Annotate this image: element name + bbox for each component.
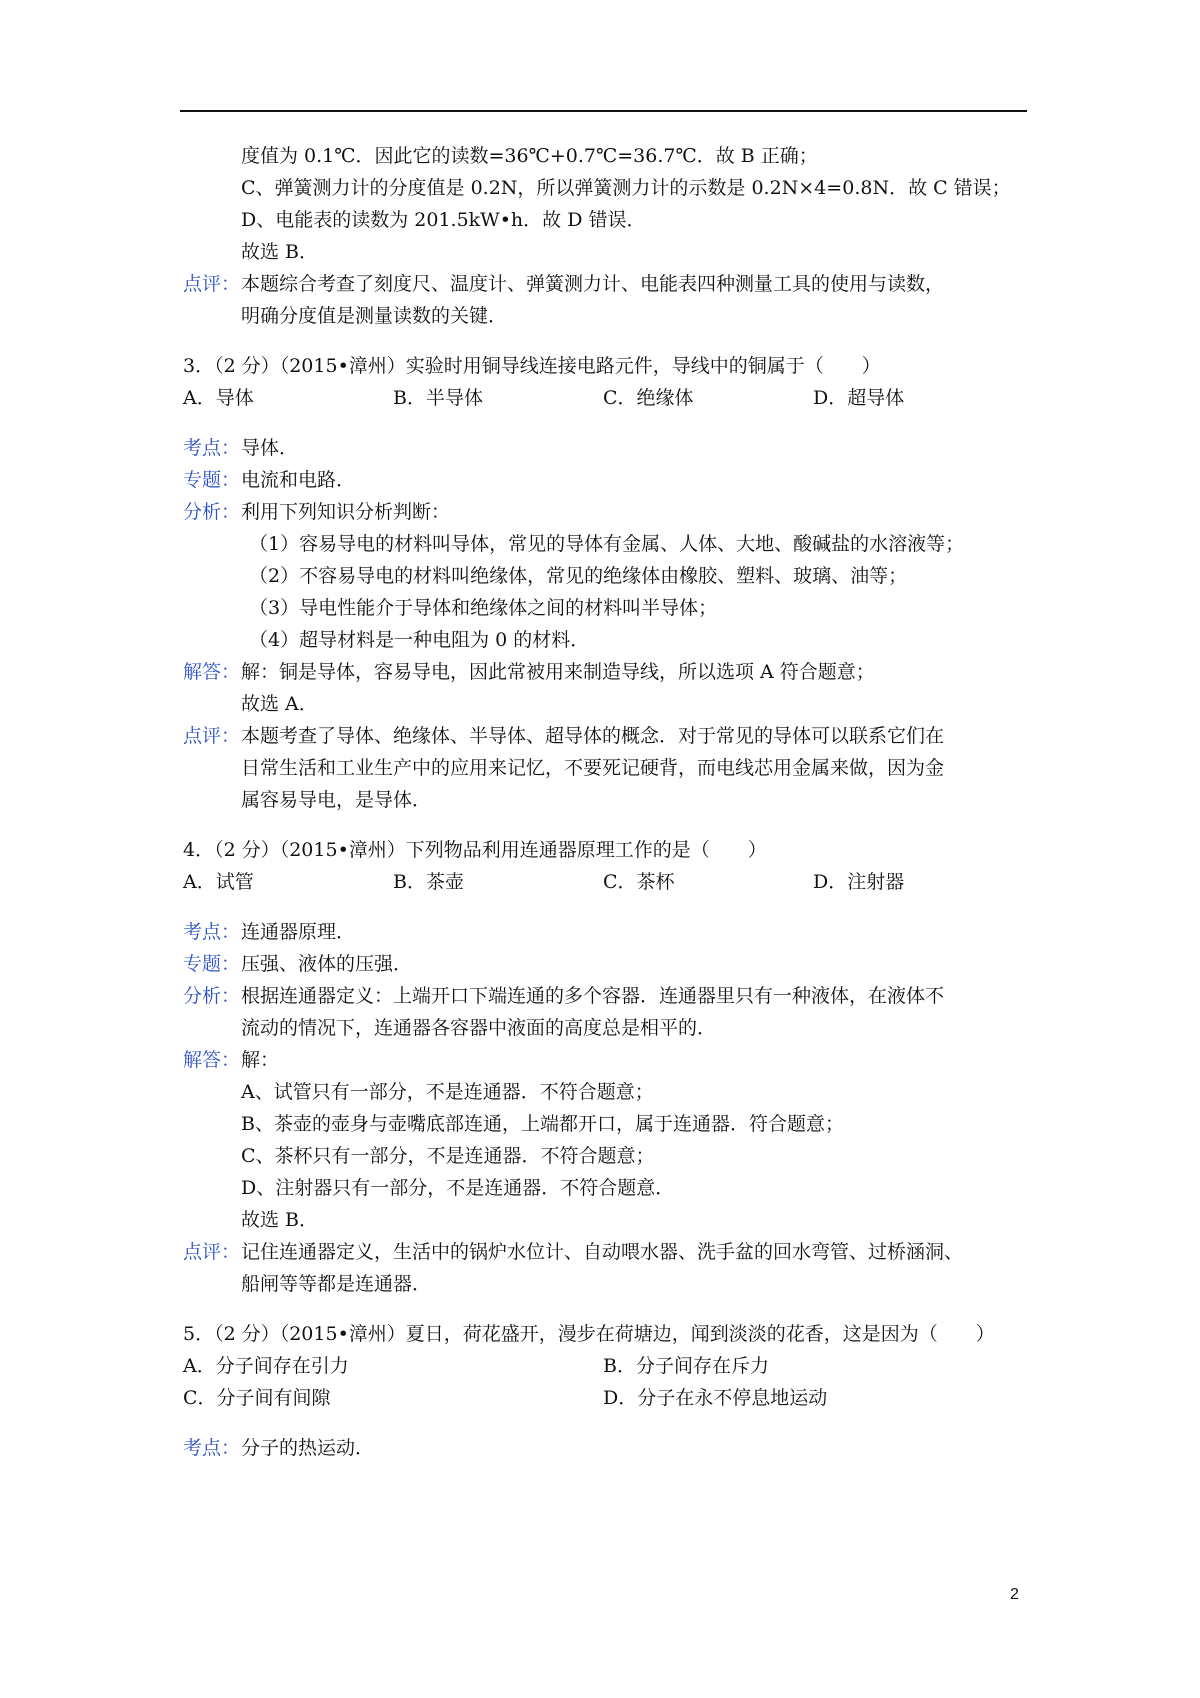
zhuanti-label: 专题： [183,469,241,491]
kaodian-text: 导体． [241,437,299,459]
option: B．茶壶 [393,871,464,893]
fenxi-block [183,980,1033,1044]
text-line: 本题综合考查了刻度尺、温度计、弹簧测力计、电能表四种测量工具的使用与读数， [241,273,945,295]
text-line: B、茶壶的壶身与壶嘴底部连通，上端都开口，属于连通器．符合题意； [241,1113,844,1135]
kaodian-label: 考点： [183,1437,241,1459]
text-line: C、茶杯只有一部分，不是连通器．不符合题意； [241,1145,655,1167]
page-content [183,140,1033,1464]
text-line: 属容易导电，是导体． [241,789,432,811]
fenxi-item: （2）不容易导电的材料叫绝缘体，常见的绝缘体由橡胶、塑料、玻璃、油等； [249,565,908,587]
option: C．分子间有间隙 [183,1387,331,1409]
question-5-options [183,1382,1033,1414]
text-line: 度值为 0.1℃．因此它的读数=36℃+0.7℃=36.7℃．故 B 正确； [241,145,818,167]
option: A．导体 [183,387,254,409]
kaodian-text: 分子的热运动． [241,1437,375,1459]
text-line: D、注射器只有一部分，不是连通器．不符合题意． [241,1177,675,1199]
question-4-options [183,866,1033,898]
option: B．半导体 [393,387,483,409]
text-line: 解：铜是导体，容易导电，因此常被用来制造导线，所以选项 A 符合题意； [241,661,875,683]
kaodian-text: 连通器原理． [241,921,356,943]
text-line: 记住连通器定义，生活中的锅炉水位计、自动喂水器、洗手盆的回水弯管、过桥涵洞、 [241,1241,964,1263]
header-rule [180,110,1027,112]
fenxi-row [183,496,1033,528]
comment-block [183,268,1033,332]
jieda-label: 解答： [183,661,241,683]
question-4-stem: 4．（2 分）（2015•漳州）下列物品利用连通器原理工作的是（ ） [183,839,767,861]
jieda-label: 解答： [183,1049,241,1071]
fenxi-text: 利用下列知识分析判断： [241,501,451,523]
zhuanti-label: 专题： [183,953,241,975]
comment-label: 点评： [183,273,241,295]
text-line: C、弹簧测力计的分度值是 0.2N，所以弹簧测力计的示数是 0.2N×4=0.8N．故 C 错误； [241,177,1011,199]
question-3-options [183,382,1033,414]
option: B．分子间存在斥力 [603,1355,769,1377]
fenxi-label: 分析： [183,501,241,523]
zhuanti-text: 压强、液体的压强． [241,953,413,975]
option: D．超导体 [813,387,905,409]
zhuanti-row [183,464,1033,496]
option: C．茶杯 [603,871,675,893]
option: D．分子在永不停息地运动 [603,1387,828,1409]
fenxi-item: （1）容易导电的材料叫导体，常见的导体有金属、人体、大地、酸碱盐的水溶液等； [249,533,965,555]
jieda-block [183,1044,1033,1236]
text-line: D、电能表的读数为 201.5kW•h．故 D 错误． [241,209,646,231]
kaodian-row [183,1432,1033,1464]
jieda-block [183,656,1033,720]
text-line: 船闸等等都是连通器． [241,1273,432,1295]
option: A．试管 [183,871,254,893]
kaodian-label: 考点： [183,921,241,943]
option: C．绝缘体 [603,387,694,409]
text-line: 解： [241,1049,280,1071]
text-line: 本题考查了导体、绝缘体、半导体、超导体的概念．对于常见的导体可以联系它们在 [241,725,945,747]
zhuanti-text: 电流和电路． [241,469,356,491]
option: A．分子间存在引力 [183,1355,349,1377]
text-line: 故选 B． [241,1209,319,1231]
fenxi-item: （4）超导材料是一种电阻为 0 的材料． [249,629,590,651]
zhuanti-row [183,948,1033,980]
kaodian-row [183,432,1033,464]
question-3-stem: 3．（2 分）（2015•漳州）实验时用铜导线连接电路元件，导线中的铜属于（ ） [183,355,881,377]
question-5-stem: 5．（2 分）（2015•漳州）夏日，荷花盛开，漫步在荷塘边，闻到淡淡的花香，这是因为（ ） [183,1323,995,1345]
dianping-label: 点评： [183,1241,241,1263]
text-line: 明确分度值是测量读数的关键． [241,305,508,327]
text-line: A、试管只有一部分，不是连通器．不符合题意； [241,1081,654,1103]
kaodian-row [183,916,1033,948]
fenxi-label: 分析： [183,985,241,1007]
text-line: 故选 A． [241,693,318,715]
kaodian-label: 考点： [183,437,241,459]
dianping-label: 点评： [183,725,241,747]
dianping-block [183,1236,1033,1300]
text-line: 根据连通器定义：上端开口下端连通的多个容器．连通器里只有一种液体，在液体不 [241,985,945,1007]
text-line: 流动的情况下，连通器各容器中液面的高度总是相平的． [241,1017,717,1039]
option: D．注射器 [813,871,905,893]
text-line: 故选 B． [241,241,319,263]
dianping-block [183,720,1033,816]
page-number: 2 [1010,1586,1019,1603]
text-line: 日常生活和工业生产中的应用来记忆，不要死记硬背，而电线芯用金属来做，因为金 [241,757,945,779]
question-5-options [183,1350,1033,1382]
fenxi-item: （3）导电性能介于导体和绝缘体之间的材料叫半导体； [249,597,718,619]
